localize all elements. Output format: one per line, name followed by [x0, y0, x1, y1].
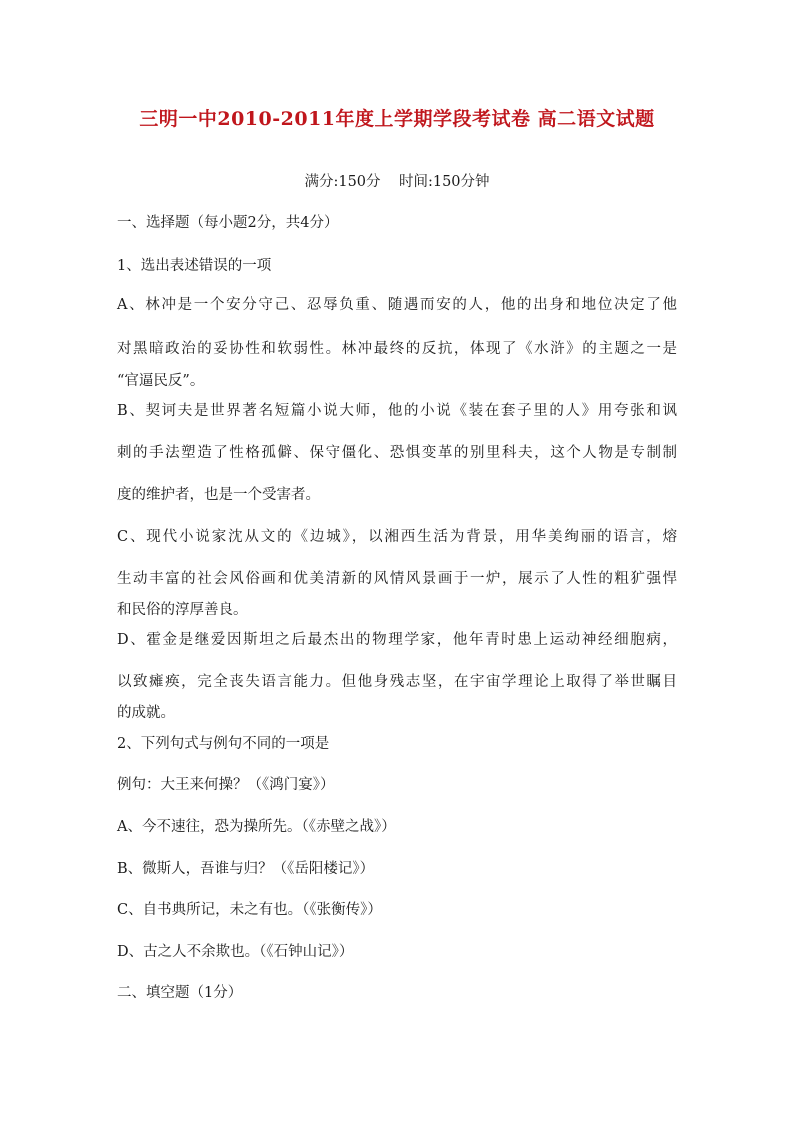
q1-option-c-line1: C、现代小说家沈从文的《边城》，以湘西生活为背景，用华美绚丽的语言，熔 [117, 529, 677, 545]
question-1-stem: 1、选出表述错误的一项 [117, 258, 272, 274]
q1-option-a-line1: A、林冲是一个安分守己、忍辱负重、随遇而安的人，他的出身和地位决定了他 [117, 297, 677, 313]
question-2-stem: 2、下列句式与例句不同的一项是 [117, 736, 330, 752]
q1-option-d-line3: 的成就。 [117, 705, 175, 721]
q1-option-b-line1: B、契诃夫是世界著名短篇小说大师，他的小说《装在套子里的人》用夸张和讽 [117, 403, 677, 419]
q1-option-c-line3: 和民俗的淳厚善良。 [117, 602, 248, 618]
q2-example: 例句：大王来何操？（《鸿门宴》） [117, 777, 335, 793]
q2-option-b: B、微斯人，吾谁与归？（《岳阳楼记》） [117, 861, 375, 877]
q1-option-c-line2: 生动丰富的社会风俗画和优美清新的风情风景画于一炉，展示了人性的粗犷强悍 [117, 571, 677, 587]
q2-option-c: C、自书典所记，未之有也。（《张衡传》） [117, 902, 382, 918]
exam-title: 三明一中2010-2011年度上学期学段考试卷 高二语文试题 [139, 108, 655, 130]
q1-option-a-line3: “官逼民反”。 [117, 373, 205, 389]
section-heading-choice: 一、选择题（每小题2分，共4分） [117, 215, 339, 231]
q2-option-a: A、今不速往，恐为操所先。（《赤壁之战》） [117, 819, 396, 835]
q1-option-a-line2: 对黑暗政治的妥协性和软弱性。林冲最终的反抗，体现了《水浒》的主题之一是 [117, 341, 677, 357]
q1-option-d-line1: D、霍金是继爱因斯坦之后最杰出的物理学家，他年青时患上运动神经细胞病， [117, 632, 677, 648]
q1-option-b-line2: 刺的手法塑造了性格孤僻、保守僵化、恐惧变革的别里科夫，这个人物是专制制 [117, 445, 677, 461]
q1-option-d-line2: 以致瘫痪，完全丧失语言能力。但他身残志坚，在宇宙学理论上取得了举世瞩目 [117, 674, 677, 690]
section-heading-fill: 二、填空题（1分） [117, 985, 243, 1001]
q2-option-d: D、古之人不余欺也。（《石钟山记》） [117, 944, 354, 960]
q1-option-b-line3: 度的维护者，也是一个受害者。 [117, 487, 320, 503]
exam-meta: 满分:150分 时间:150分钟 [304, 174, 490, 190]
